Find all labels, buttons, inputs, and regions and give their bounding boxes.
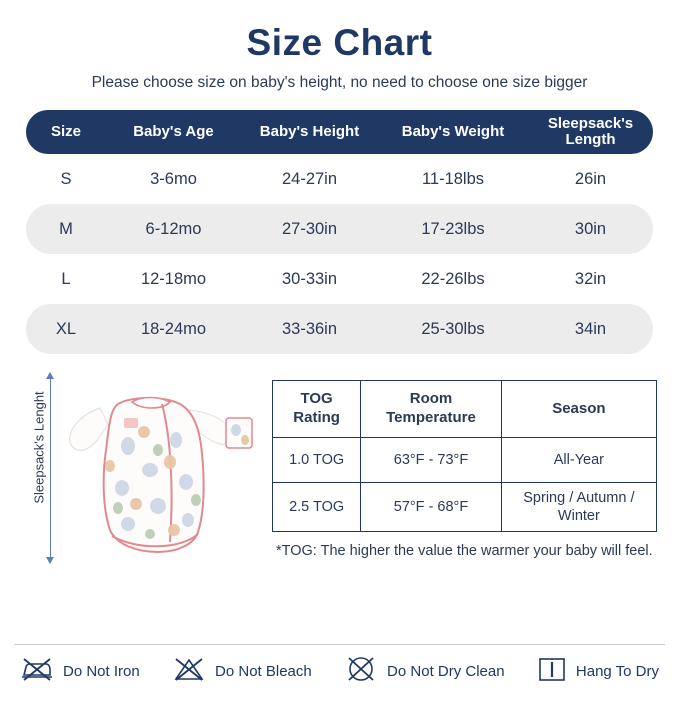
length-measure (16, 378, 56, 558)
care-label: Hang To Dry (575, 662, 659, 680)
table-row (26, 254, 653, 304)
cell-weight: 11-18lbs (421, 169, 485, 188)
cell-height: 30-33in (281, 269, 338, 288)
length-measure-label: Sleepsack's Lenght (31, 391, 47, 504)
tog-cell-temperature: 57°F - 68°F (361, 483, 502, 532)
cell-age: 3-6mo (150, 169, 197, 188)
table-row (273, 483, 657, 532)
tog-cell-season: All-Year (501, 438, 656, 483)
tog-header-row (273, 381, 657, 438)
cell-weight: 17-23lbs (421, 219, 485, 238)
tog-cell-season: Spring / Autumn / Winter (501, 483, 656, 532)
care-item-hang-to-dry (537, 654, 659, 689)
tog-table (272, 380, 657, 532)
do-not-iron-icon (20, 654, 54, 689)
tog-table-section (272, 380, 657, 562)
tog-header-temperature: Room Temperature (361, 381, 502, 438)
tog-header-season: Season (501, 381, 656, 438)
cell-age: 6-12mo (145, 219, 202, 238)
cell-age: 18-24mo (140, 319, 207, 338)
tog-cell-rating: 2.5 TOG (273, 483, 361, 532)
cell-weight: 22-26lbs (421, 269, 485, 288)
cell-length: 26in (574, 169, 607, 188)
page-title: Size Chart (246, 22, 433, 63)
cell-size: M (59, 219, 73, 238)
care-item-do-not-bleach (172, 654, 312, 689)
size-table (26, 110, 653, 354)
table-row (26, 204, 653, 254)
care-divider (14, 644, 665, 645)
table-row (26, 154, 653, 204)
cell-height: 33-36in (281, 319, 338, 338)
column-header-length: Sleepsack's Length (547, 114, 634, 148)
page-subtitle: Please choose size on baby's height, no need to choose one size bigger (91, 74, 588, 91)
cell-length: 30in (574, 219, 607, 238)
cell-length: 32in (574, 269, 607, 288)
care-label: Do Not Bleach (215, 662, 312, 680)
table-row (273, 438, 657, 483)
lower-section (0, 370, 679, 570)
column-header-size: Size (50, 122, 81, 140)
column-header-weight: Baby's Weight (401, 122, 505, 140)
cell-age: 12-18mo (140, 269, 207, 288)
care-label: Do Not Iron (63, 662, 140, 680)
cell-size: S (60, 169, 72, 188)
double-arrow-icon (50, 378, 51, 558)
table-row (26, 304, 653, 354)
care-item-do-not-dry-clean (344, 654, 505, 689)
sleepsack-illustration (58, 374, 258, 564)
tog-cell-temperature: 63°F - 73°F (361, 438, 502, 483)
tog-note: *TOG: The higher the value the warmer your baby will feel. (276, 543, 653, 560)
cell-length: 34in (574, 319, 607, 338)
do-not-bleach-icon (172, 654, 206, 689)
column-header-height: Baby's Height (259, 122, 360, 140)
tog-cell-rating: 1.0 TOG (273, 438, 361, 483)
cell-weight: 25-30lbs (421, 319, 485, 338)
column-header-age: Baby's Age (133, 122, 214, 140)
cell-size: XL (55, 319, 77, 338)
care-instructions (14, 647, 665, 695)
care-label: Do Not Dry Clean (387, 662, 505, 680)
do-not-dry-clean-icon (344, 654, 378, 689)
cell-size: L (61, 269, 71, 288)
size-table-header-row (26, 110, 653, 154)
cell-height: 27-30in (281, 219, 338, 238)
tog-header-rating: TOG Rating (273, 381, 361, 438)
hang-to-dry-icon (537, 654, 567, 689)
care-item-do-not-iron (20, 654, 140, 689)
cell-height: 24-27in (281, 169, 338, 188)
size-chart-page (0, 22, 679, 701)
